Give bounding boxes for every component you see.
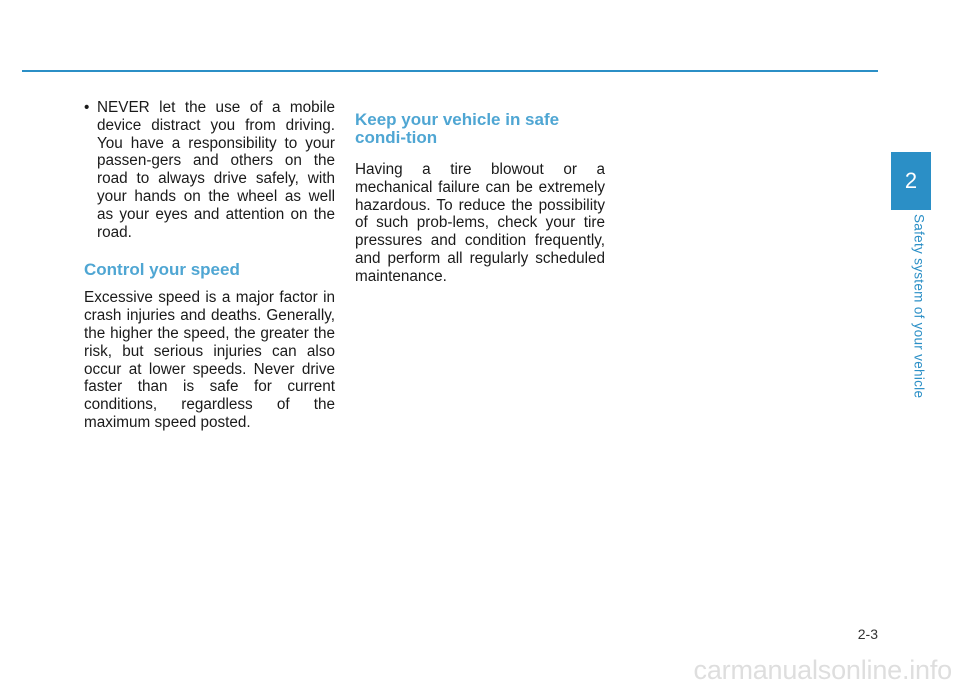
left-column	[84, 99, 335, 432]
page-number: 2-3	[857, 626, 878, 642]
bullet-text: NEVER let the use of a mobile device distract you from driving. You have a responsibility to your passen-gers and others on the road to always drive safely, with your hands on the wheel as well as your eyes and attention on the road.	[97, 99, 335, 241]
chapter-title-text: Safety system of your vehicle	[911, 213, 927, 399]
section-body-speed: Excessive speed is a major factor in crash injuries and deaths. Generally, the higher the speed, the greater the risk, but serious injuries can also occur at lower speeds. Never drive faster than is safe for current conditions, regardless of the maximum speed posted.	[84, 289, 335, 431]
bullet-dot-icon: •	[84, 99, 90, 116]
chapter-side-title	[910, 210, 928, 402]
bullet-item	[84, 99, 335, 241]
section-body-safe-condition: Having a tire blowout or a mechanical failure can be extremely hazardous. To reduce the possibility of such prob-lems, check your tire pressures and condition frequently, and perform all regularly scheduled maintenance.	[355, 161, 605, 285]
chapter-number-tab: 2	[891, 152, 931, 210]
header-rule	[22, 70, 878, 72]
section-heading-speed: Control your speed	[84, 260, 240, 280]
watermark: carmanualsonline.info	[693, 655, 952, 685]
middle-column	[355, 111, 605, 286]
section-heading-safe-condition: Keep your vehicle in safe condi-tion	[355, 110, 560, 147]
